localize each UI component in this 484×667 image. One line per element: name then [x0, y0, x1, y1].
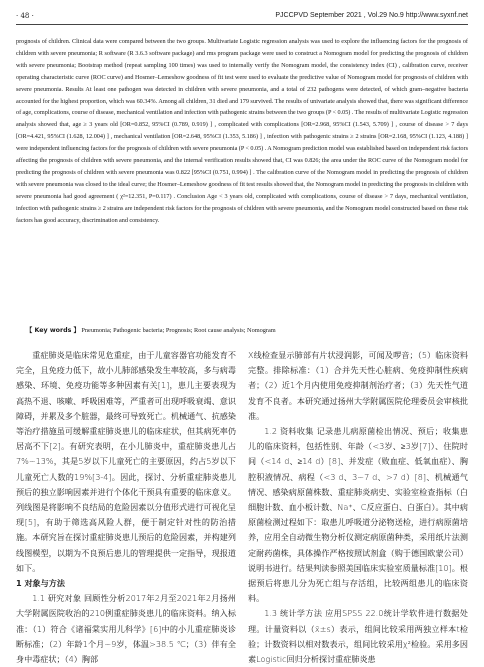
page-number: · 48 ·	[16, 12, 34, 20]
journal-info: PJCCPVD September 2021 , Vol.29 No.9 http://www.syxnf.net	[275, 12, 468, 19]
body-paragraph: 重症肺炎是临床常见危重症，由于儿童容器官功能发育不完全，且免疫力低下，故小儿肺部感染发生率较高，多与病毒感染、环境、免疫功能等多种因素有关[1]，患儿主要表现为高热不退、咳嗽、呼吸困难等，严重者可出现呼吸衰竭、意识障碍，并累及多个脏器，最终可导致死亡。机械通气、抗感染等治疗措施虽可缓解重症肺炎患儿的临床症状，但其病死率仍居高不下[2]。有研究表明，在小儿肺炎中，重症肺炎患儿占7%~13%，其是5岁以下儿童死亡的主要原因，约占5岁以下儿童死亡人数的19%[3-4]。因此，探讨、分析重症肺炎患儿预后的独立影响因素并进行个体化干预具有重要的临床意义。列线图是将影响不良结局的危险因素以分值形式进行可视化呈现[5]，有助于筛选高风险人群，便于制定针对性的防治措施。本研究旨在探讨重症肺炎患儿预后的危险因素，并构建列线图模型，以期为不良预后患儿的管理提供一定指导，现报道如下。	[16, 350, 236, 573]
body-paragraph: 1.3 统计学方法 应用SPSS 22.0统计学软件进行数据处理。计量资料以（x̄±s）表示，组间比较采用两独立样本t检验；计数资料以相对数表示，组间比较采用χ²检验。采用多因素Logistic回归分析探讨重症肺炎患	[248, 608, 468, 665]
abstract-paragraph: prognosis of children. Clinical data were compared between the two groups. Multivariate Logistic regression analysis was used to explore the influencing factors for the prognosis of children with severe pneumonia; R software (R 3.6.3 software package) and rms program package were used to construct a Nomogram model for predicting the prognosis of children with severe pneumonia; Bootstrap method (repeat sampling 100 times) was used to internally verify the Nomogram model, the consistency index (CI) , calibration curve, receiver operating characteristic curve (ROC curve) and Hosmer–Lemeshow goodness of fit test were used to evaluate the predictive value of Nomogram model for prognosis of children with severe pneumonia. Results At least one pathogen was detected in children with severe pneumonia, and a total of 232 pathogens were detected, of which gram–negative bacteria accounted for the highest proportion, which was 60.34%. Among all children, 31 died and 179 survived. The results of univariate analysis showed that, there was significant difference of age, complications, course of disease, mechanical ventilation and infection with pathogenic strains between the two groups (P < 0.05) . The results of multivariate Logistic regression analysis showed that, age ≥ 3 years old [OR=0.852, 95%CI (0.789, 0.919) ] , complicated with complications [OR=2.968, 95%CI (1.543, 5.709) ] , course of disease > 7 days [OR=4.421, 95%CI (1.628, 12.004) ] , mechanical ventilation [OR=2.648, 95%CI (1.353, 5.186) ] , infection with pathogenic strains ≥ 2 strains [OR=2.168, 95%CI (1.123, 4.188) ] were independent influencing factors for the prognosis of children with severe pneumonia (P < 0.05) . A Nomogram prediction model was established based on independent risk factors affecting the prognosis of children with severe pneumonia, and the internal verification results showed that, CI was 0.826; the area under the ROC curve of the Nomogram model for predicting the prognosis of children with severe pneumonia was 0.822 [95%CI (0.751, 0.994) ] . The calibration curve of the Nomogram model in predicting the prognosis of children with severe pneumonia was closed to the ideal curve; the Hosmer–Lemeshow goodness of fit test results showed that, the Nomogram model in predicting the prognosis in children with severe pneumonia had good agreement ( χ²=12.351, P=0.117) . Conclusion Age < 3 years old, complicated with complications, course of disease > 7 days, mechanical ventilation, infection with pathogenic strains ≥ 2 strains are independent risk factors for the prognosis of children with severe pneumonia, and the Nomogram model constructed based on these risk factors has good accuracy, discrimination and consistency.	[16, 38, 468, 224]
body-paragraph: X线检查显示肺部有片状浸润影，可闻及啰音；（5）临床资料完整。排除标准：（1）合并先天性心脏病、免疫抑制性疾病者；（2）近1个月内使用免疫抑制剂治疗者；（3）先天性气道发育不良者。本研究通过扬州大学附属医院伦理委员会审核批准。	[248, 350, 468, 421]
keywords-text: Pneumonia; Pathogenic bacteria; Prognosis; Root cause analysis; Nomogram	[81, 327, 276, 334]
left-column	[16, 348, 236, 665]
right-column	[248, 348, 468, 665]
body-paragraph: 1.2 资料收集 记录患儿病原菌检出情况、预后；收集患儿的临床资料，包括性别、年龄（<3岁、≥3岁[7]）、住院时间（<14 d、≥14 d）[8]、并发症（败血症、低氧血症）、胸腔积液情况、病程（<3 d、3~7 d、>7 d）[8]、机械通气情况、感染病原菌株数、重症肺炎病史、实验室检查指标（白细胞计数、血小板计数、Na⁺、C反应蛋白、白蛋白）。其中病原菌检测过程如下：取患儿呼吸道分泌物送检，进行病原菌培养，应用全自动微生物分析仪测定病原菌种类，采用纸片法测定耐药菌株，具体操作严格按照试剂盒（购于德国欧蒙公司）说明书进行。结果判读参照美国临床实验室质量标准[10]。根据预后将患儿分为死亡组与存活组，比较两组患儿的临床资料。	[248, 426, 468, 604]
keywords-line	[16, 326, 468, 336]
running-header	[16, 10, 468, 25]
body-paragraph: 1.1 研究对象 回顾性分析2017年2月至2021年2月扬州大学附属医院收治的210例重症肺炎患儿的临床资料。纳入标准：（1）符合《诸福棠实用儿科学》[6]中的小儿重症肺炎诊断标准；（2）年龄1个月~9岁，体温>38.5 ℃；（3）伴有全身中毒症状；（4）胸部	[16, 593, 236, 665]
english-abstract	[16, 36, 468, 227]
body-columns	[16, 348, 468, 665]
keywords-label: 【 Key words 】	[26, 327, 80, 334]
section-heading: 1 对象与方法	[16, 578, 65, 589]
